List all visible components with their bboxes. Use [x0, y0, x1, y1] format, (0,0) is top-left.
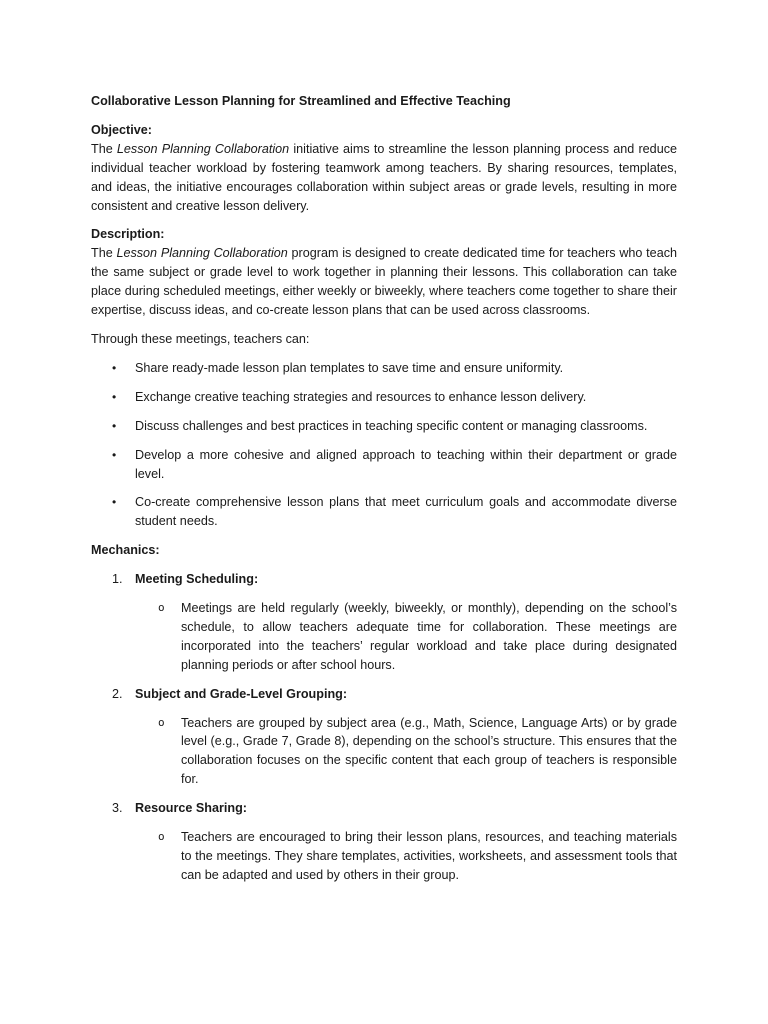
objective-text-pre: The [91, 141, 117, 156]
description-text-post: program is designed to create dedicated time for teachers who teach the same subject or grade level to work together in planning their lessons. This collaboration can take place during scheduled meetings, either weekly or biweekly, where teachers come together to share their expertise, discuss ideas, and co-create lesson plans that can be used across classrooms. [91, 246, 677, 318]
sub-bullet-icon: o [158, 830, 165, 844]
description-section [91, 225, 677, 320]
list-item [91, 388, 677, 407]
list-item [91, 446, 677, 484]
mechanics-item-detail-text: Meetings are held regularly (weekly, biweekly, or monthly), depending on the school’s schedule, to allow teachers adequate time for collaboration. These meetings are incorporated into the teachers’ regular workload and take place during designated planning periods or after school hours. [181, 601, 677, 672]
benefits-list [91, 359, 677, 531]
mechanics-item-detail [135, 599, 677, 675]
mechanics-item [91, 570, 677, 675]
through-intro: Through these meetings, teachers can: [91, 331, 310, 346]
sub-bullet-icon: o [158, 601, 165, 615]
document-body [91, 92, 677, 895]
list-item [91, 359, 677, 378]
bullet-icon: • [112, 389, 117, 404]
bullet-icon: • [112, 495, 117, 510]
mechanics-item-title: Meeting Scheduling: [135, 572, 259, 587]
description-text-pre: The [91, 246, 117, 261]
mechanics-item-detail [135, 714, 677, 790]
list-item-text: Discuss challenges and best practices in teaching specific content or managing classrooms. [135, 418, 648, 433]
objective-text-post: initiative aims to streamline the lesson planning process and reduce individual teacher workload by fostering teamwork among teachers. By sharing resources, templates, and ideas, the initiative encourages collaboration within subject areas or grade levels, resulting in more consistent and creative lesson delivery. [91, 141, 677, 213]
objective-program-name: Lesson Planning Collaboration [116, 141, 290, 156]
list-item-text: Develop a more cohesive and aligned approach to teaching within their department or grade level. [135, 447, 677, 481]
mechanics-item-detail-text: Teachers are grouped by subject area (e.g., Math, Science, Language Arts) or by grade level (e.g., Grade 7, Grade 8), depending on the school’s structure. This ensures that the collaboration focuses on the specific content that each group of teachers is responsible for. [181, 715, 677, 787]
objective-paragraph [91, 140, 677, 216]
mechanics-heading: Mechanics: [91, 543, 160, 558]
description-heading: Description: [91, 227, 165, 242]
mechanics-item-detail [135, 828, 677, 885]
document-title: Collaborative Lesson Planning for Streamlined and Effective Teaching [91, 94, 511, 108]
mechanics-item-title: Resource Sharing: [135, 801, 247, 816]
objective-heading: Objective: [91, 122, 152, 137]
mechanics-item-detail-text: Teachers are encouraged to bring their lesson plans, resources, and teaching materials to the meetings. They share templates, activities, worksheets, and assessment tools that can be adapted and used by others in their group. [181, 830, 677, 882]
list-item [91, 493, 677, 531]
mechanics-item-title: Subject and Grade-Level Grouping: [135, 686, 348, 701]
mechanics-list [91, 570, 677, 885]
mechanics-item [91, 685, 677, 790]
objective-section [91, 121, 677, 216]
list-item-text: Exchange creative teaching strategies and resources to enhance lesson delivery. [135, 389, 587, 404]
description-program-name: Lesson Planning Collaboration [116, 246, 288, 261]
bullet-icon: • [112, 447, 117, 462]
list-item [91, 417, 677, 436]
bullet-icon: • [112, 418, 117, 433]
list-item-text: Share ready-made lesson plan templates to save time and ensure uniformity. [135, 360, 564, 375]
description-paragraph [91, 244, 677, 320]
list-item-text: Co-create comprehensive lesson plans that meet curriculum goals and accommodate diverse student needs. [135, 495, 677, 529]
mechanics-item [91, 799, 677, 885]
mechanics-item-number: 3. [112, 801, 123, 816]
mechanics-item-number: 2. [112, 686, 123, 701]
sub-bullet-icon: o [158, 715, 165, 729]
mechanics-item-number: 1. [112, 572, 123, 587]
bullet-icon: • [112, 360, 117, 375]
